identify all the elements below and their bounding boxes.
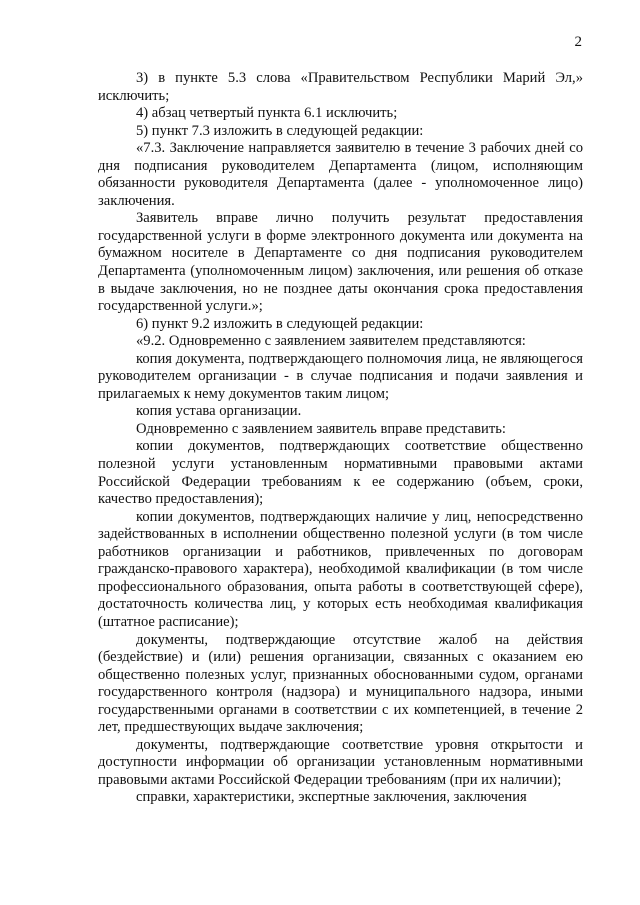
paragraph: Одновременно с заявлением заявитель вправе представить:: [136, 420, 506, 437]
paragraph: 5) пункт 7.3 изложить в следующей редакции:: [136, 122, 424, 139]
paragraph: копии документов, подтверждающих наличие у лиц, непосредственно задействованных в исполнении общественно полезной услуги (в том числе работников организации и работников, привлеченных по договорам гражданско-правового характера), необходимой квалификации (в том числе профессионального образования, опыта работы в соответствующей сфере), достаточность количества лиц, у которых есть необходимая квалификация (штатное расписание);: [98, 508, 583, 630]
paragraph: документы, подтверждающие отсутствие жалоб на действия (бездействие) и (или) решения организации, связанных с оказанием ею общественно полезных услуг, признанных обоснованными судом, органами государственного контроля (надзора) и муниципального надзора, иными государственными органами в соответствии с их компетенцией, в течение 2 лет, предшествующих выдаче заключения;: [98, 631, 583, 736]
paragraph: копии документов, подтверждающих соответствие общественно полезной услуги установленным нормативными правовыми актами Российской Федерации требованиям к ее содержанию (объем, сроки, качество предоставления);: [98, 438, 583, 508]
page-number: 2: [574, 34, 582, 50]
paragraph: документы, подтверждающие соответствие уровня открытости и доступности информации об организации установленным нормативными правовыми актами Российской Федерации требованиям (при их наличии);: [98, 736, 583, 788]
paragraph: копия устава организации.: [136, 403, 302, 420]
paragraph: 4) абзац четвертый пункта 6.1 исключить;: [136, 105, 398, 122]
paragraph: Заявитель вправе лично получить результат предоставления государственной услуги в форме электронного документа или документа на бумажном носителе в Департаменте со дня подписания руководителем Департамента (уполномоченным лицом) заключения, или решения об отказе в выдаче заключения, но не позднее даты окончания срока предоставления государственной услуги.»;: [98, 210, 583, 315]
paragraph: 6) пункт 9.2 изложить в следующей редакции:: [136, 315, 424, 332]
paragraph: «9.2. Одновременно с заявлением заявителем представляются:: [136, 333, 526, 350]
paragraph: 3) в пункте 5.3 слова «Правительством Республики Марий Эл,» исключить;: [98, 70, 583, 104]
paragraph: копия документа, подтверждающего полномочия лица, не являющегося руководителем организации - в случае подписания и подачи заявления и прилагаемых к нему документов таким лицом;: [98, 350, 583, 402]
paragraph: «7.3. Заключение направляется заявителю в течение 3 рабочих дней со дня подписания руководителем Департамента (лицом, исполняющим обязанности руководителя Департамента (далее - уполномоченное лицо) заключения.: [98, 140, 583, 209]
document-body: [98, 70, 583, 807]
paragraph: справки, характеристики, экспертные заключения, заключения: [136, 789, 527, 806]
